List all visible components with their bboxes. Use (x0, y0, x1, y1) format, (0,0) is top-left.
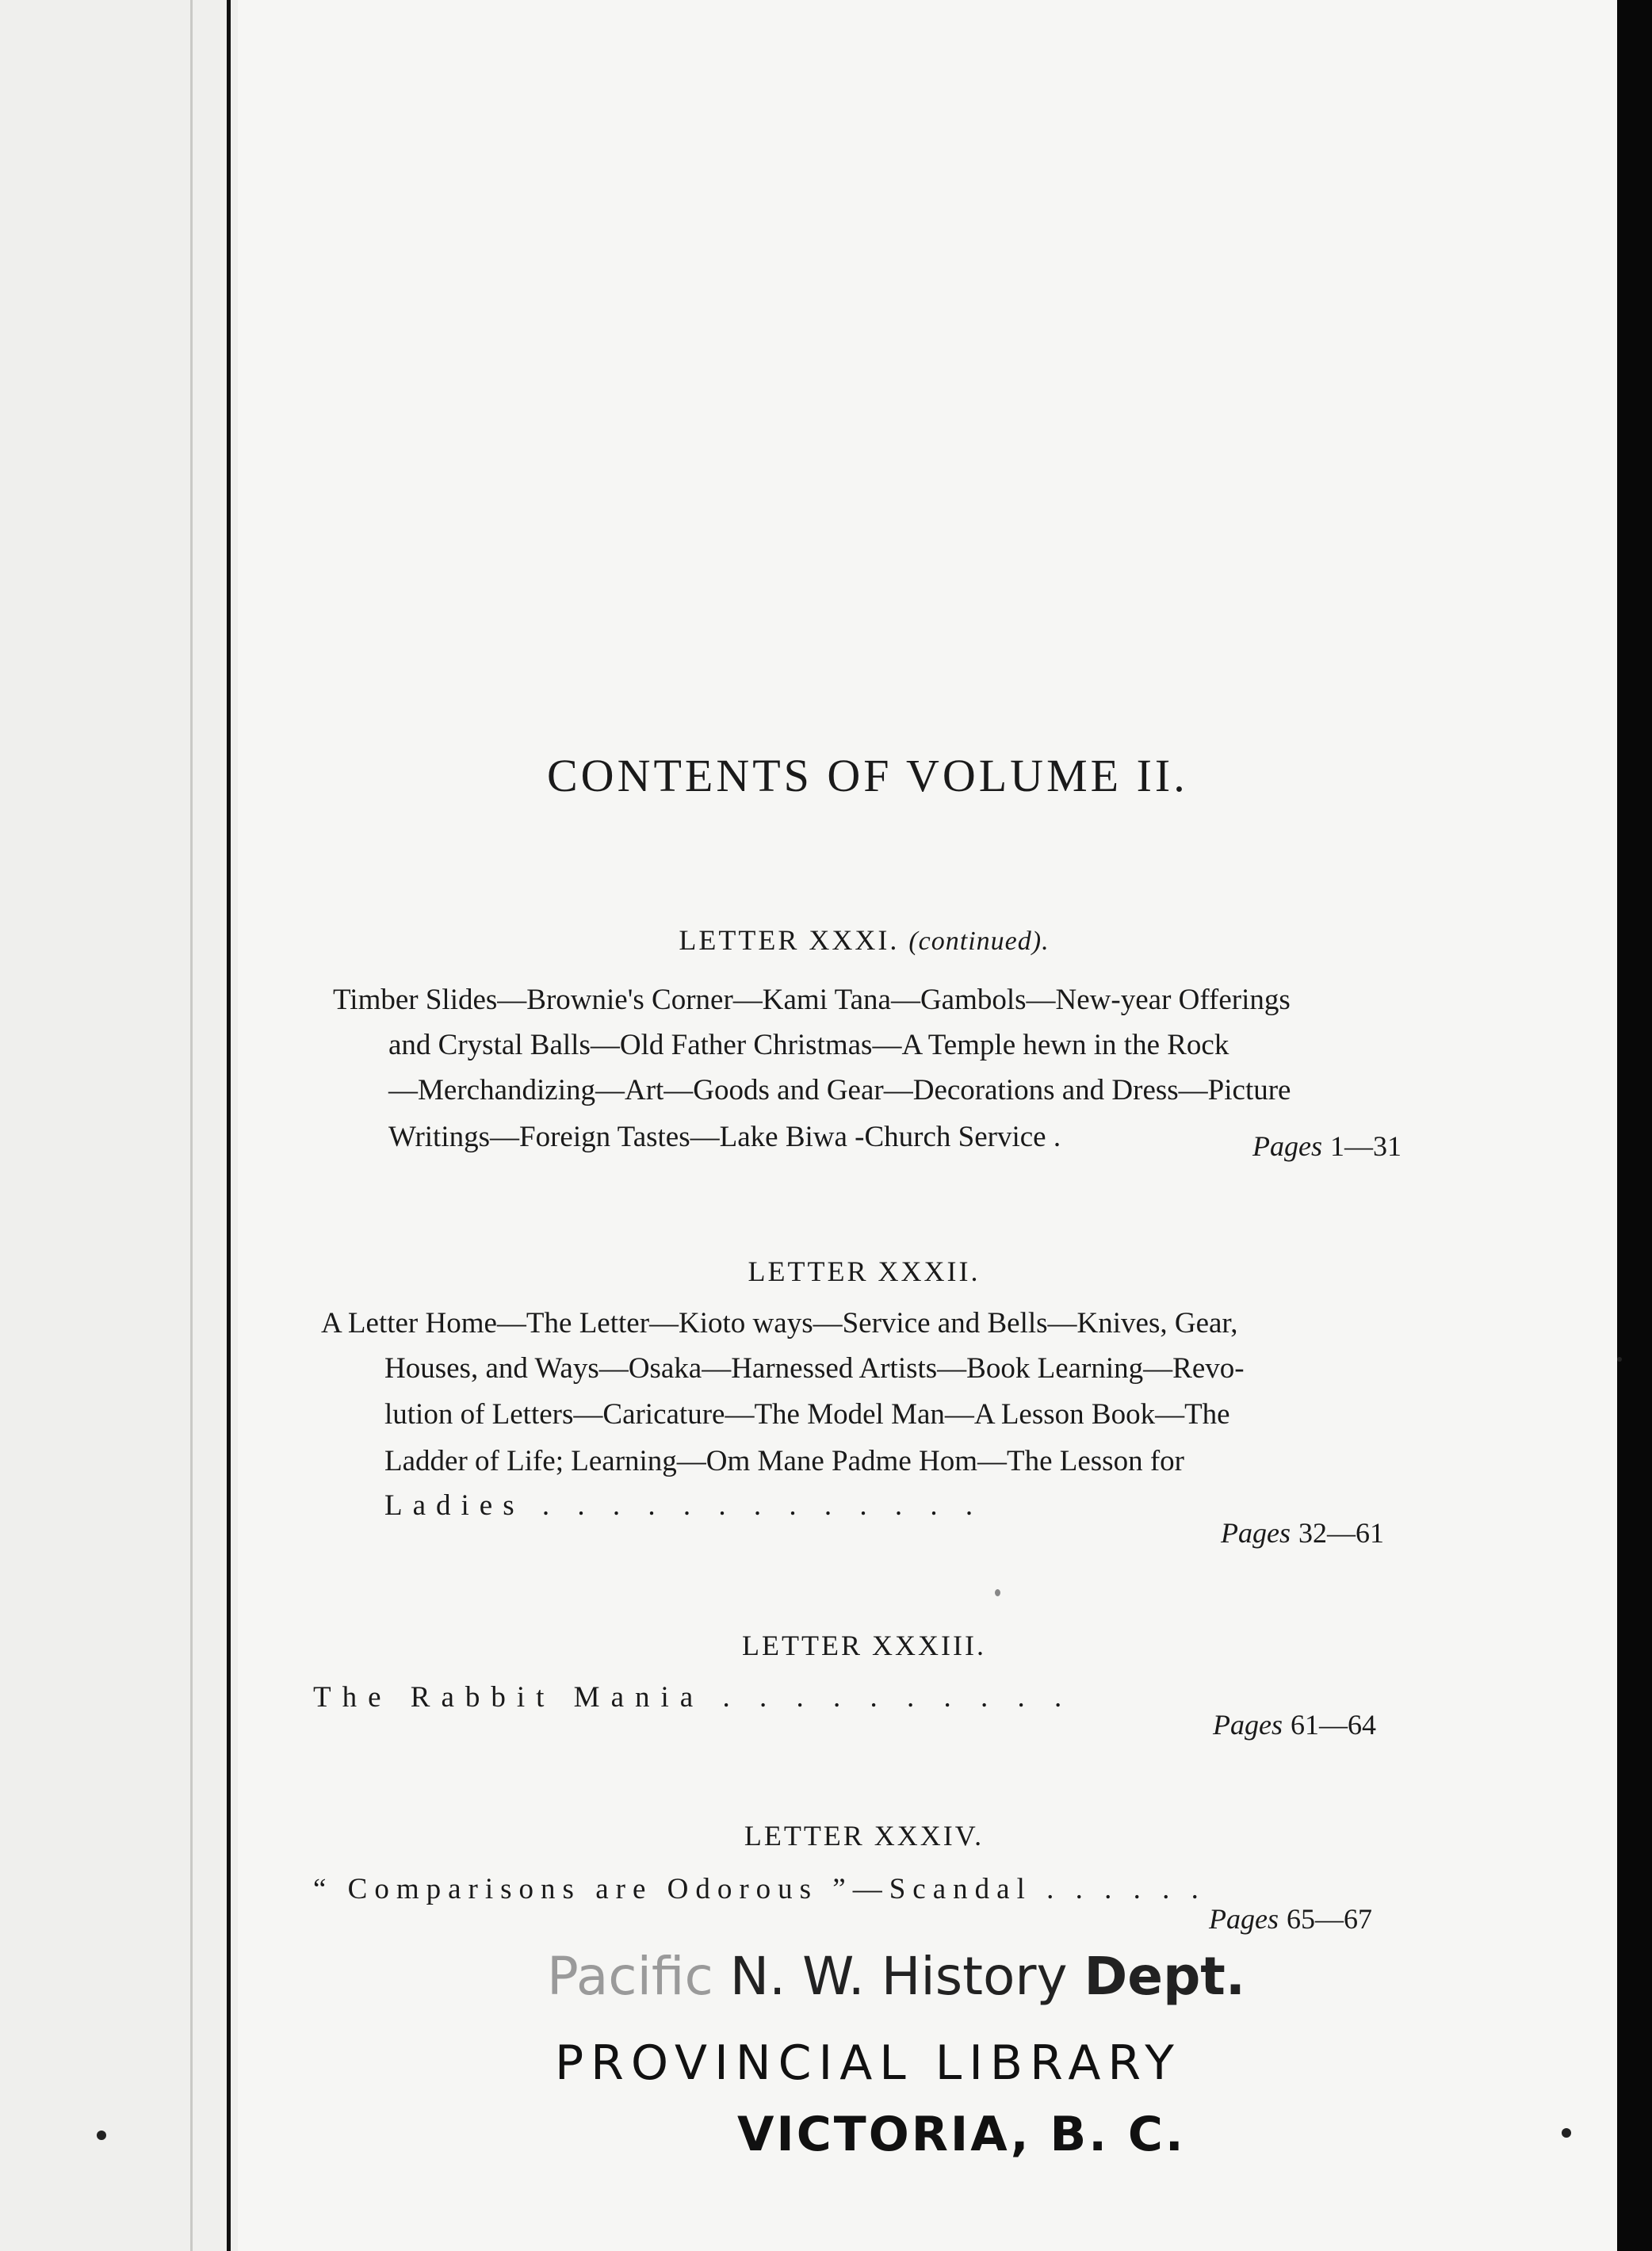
library-stamp-line-2: PROVINCIAL LIBRARY (555, 2035, 1181, 2091)
pages-range: 65—67 (1286, 1903, 1372, 1935)
entry-line: and Crystal Balls—Old Father Christmas—A Temple hewn in the Rock (388, 1029, 1229, 1061)
dust-speck (995, 1589, 1000, 1596)
dust-speck (97, 2131, 106, 2140)
entry-line: —Merchandizing—Art—Goods and Gear—Decorations and Dress—Picture (388, 1074, 1291, 1106)
dust-speck (1562, 2128, 1571, 2138)
page-title: CONTENTS OF VOLUME II. (547, 750, 1188, 801)
letter-heading-text: LETTER XXXI. (679, 924, 900, 956)
letter-heading (309, 1629, 1419, 1662)
pages-range: 61—64 (1290, 1709, 1376, 1741)
facing-page-shadow (190, 0, 193, 2251)
letter-heading-note: (continued). (908, 927, 1050, 956)
facing-page-margin (0, 0, 238, 2251)
letter-heading (309, 923, 1419, 957)
stamp-bold-text: Dept. (1084, 1946, 1245, 2007)
contents-page (309, 0, 1419, 2251)
entry-line: lution of Letters—Caricature—The Model Man—A Lesson Book—The (384, 1398, 1230, 1431)
dust-speck (1617, 1357, 1622, 1362)
pages-label: Pages (1213, 1709, 1283, 1741)
entry-line: Writings—Foreign Tastes—Lake Biwa -Church Service . (388, 1121, 1061, 1153)
letter-heading-text: LETTER XXXII. (748, 1255, 981, 1287)
entry-line: Timber Slides—Brownie's Corner—Kami Tana—Gambols—New-year Offerings (333, 984, 1291, 1016)
page-range (1221, 1516, 1384, 1550)
stamp-faint-text: Pacific (547, 1946, 713, 2007)
pages-label: Pages (1221, 1517, 1291, 1549)
entry-line: Ladies . . . . . . . . . . . . . (384, 1489, 984, 1522)
pages-range: 1—31 (1329, 1130, 1402, 1162)
library-stamp-line-3: VICTORIA, B. C. (737, 2107, 1186, 2162)
stamp-main-text: N. W. History (729, 1946, 1068, 2007)
entry-line: “ Comparisons are Odorous ”—Scandal . . . . . . (313, 1873, 1206, 1905)
entry-line: Houses, and Ways—Osaka—Harnessed Artists—Book Learning—Revo- (384, 1352, 1245, 1385)
page-range (1213, 1708, 1376, 1741)
page-range (1209, 1902, 1372, 1936)
pages-label: Pages (1252, 1130, 1322, 1162)
letter-heading (309, 1819, 1419, 1852)
entry-line: The Rabbit Mania . . . . . . . . . . (313, 1681, 1073, 1714)
pages-range: 32—61 (1298, 1517, 1384, 1549)
page-range (1252, 1129, 1402, 1163)
letter-heading (309, 1255, 1419, 1288)
entry-line: Ladder of Life; Learning—Om Mane Padme Hom—The Lesson for (384, 1445, 1184, 1477)
book-gutter-line (227, 0, 231, 2251)
letter-heading-text: LETTER XXXIII. (742, 1630, 986, 1661)
pages-label: Pages (1209, 1903, 1279, 1935)
page-edge-border (1617, 0, 1652, 2251)
letter-heading-text: LETTER XXXIV. (744, 1820, 985, 1852)
entry-line: A Letter Home—The Letter—Kioto ways—Service and Bells—Knives, Gear, (321, 1307, 1238, 1340)
library-stamp-line-1 (547, 1946, 1245, 2007)
